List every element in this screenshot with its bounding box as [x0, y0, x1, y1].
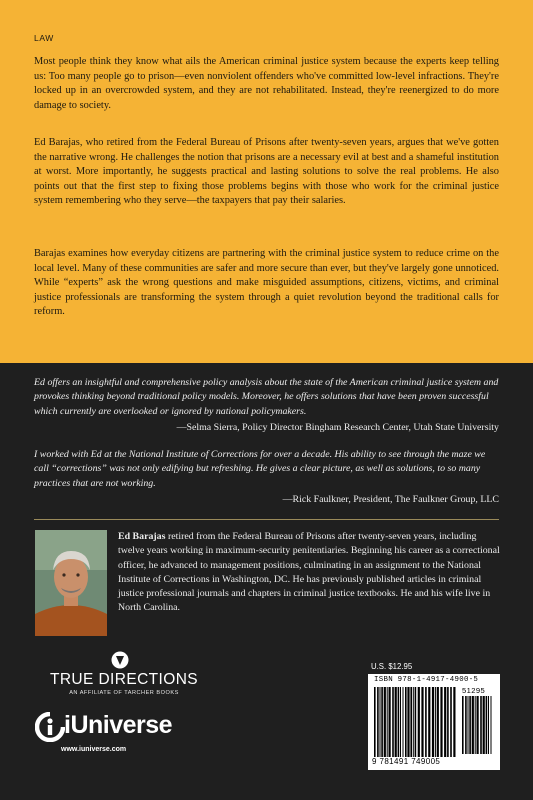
barcode-digits: 9 781491 749005	[372, 757, 441, 766]
barcode-bar	[465, 696, 467, 754]
endorsement-attribution-1: —Selma Sierra, Policy Director Bingham Research Center, Utah State University	[176, 422, 499, 433]
barcode-bar	[392, 687, 394, 757]
barcode-bar	[418, 687, 420, 757]
publisher-name: iUniverse	[64, 711, 173, 739]
barcode-bar	[462, 696, 464, 754]
barcode-bar	[425, 687, 427, 757]
barcode-bar	[403, 687, 404, 757]
barcode-bar	[410, 687, 412, 757]
barcode-bar	[475, 696, 476, 754]
barcode-bar	[389, 687, 391, 757]
barcode-bar	[432, 687, 434, 757]
barcode-bar	[395, 687, 397, 757]
author-bio	[118, 530, 500, 616]
iuniverse-logo	[35, 710, 213, 764]
barcode-bar	[447, 687, 449, 757]
barcode-bar	[415, 687, 417, 757]
barcode-bar	[444, 687, 446, 757]
endorsement-quote-1: Ed offers an insightful and comprehensive policy analysis about the state of the American criminal justice system and provokes thinking beyond traditional policy models. Moreover, he offers solutions that have been proven successful which currently are overlooked or ignored by national policymakers.	[34, 377, 499, 417]
barcode-bar	[384, 687, 386, 757]
barcode-bar	[469, 696, 471, 754]
barcode-bar	[380, 687, 381, 757]
barcode-bar	[377, 687, 379, 757]
barcode-bar	[400, 687, 401, 757]
description-panel	[0, 0, 533, 363]
publisher-url: www.iuniverse.com	[61, 746, 127, 753]
barcode-bar	[421, 687, 423, 757]
barcode-bar	[450, 687, 452, 757]
barcode-bar	[428, 687, 430, 757]
barcode-bar	[413, 687, 414, 757]
barcode-bar	[491, 696, 492, 754]
section-divider	[34, 519, 499, 520]
barcode-bar	[440, 687, 442, 757]
barcode-bar	[387, 687, 388, 757]
addon-bars	[462, 696, 494, 754]
endorsement-quote-2: I worked with Ed at the National Institute of Corrections for over a decade. His ability to see through the maze we call “corrections” was not only edifying but refreshing. He gives a clear picture, as well as solutions, to so many practices that are not working.	[34, 449, 486, 489]
barcode-bar	[374, 687, 376, 757]
barcode-bar	[381, 687, 383, 757]
imprint-tagline: AN AFFILIATE OF TARCHER BOOKS	[69, 690, 179, 696]
description-paragraph-1: Most people think they know what ails the American criminal justice system because the experts keep telling us: Too many people go to prison—even nonviolent offenders who've committed low-level infractions. They're locked up in an overcrowded system, and they are not rehabilitated. Instead, they're reenergized to do more damage to society.	[34, 56, 499, 111]
price-label: U.S. $12.95	[371, 662, 413, 671]
compass-arrow-icon	[111, 651, 129, 669]
barcode-bar	[435, 687, 436, 757]
endorsement-attribution-2: —Rick Faulkner, President, The Faulkner Group, LLC	[282, 494, 499, 505]
true-directions-logo	[35, 651, 213, 695]
barcode-bar	[468, 696, 469, 754]
iuniverse-swirl-icon	[35, 712, 65, 742]
barcode-bar	[398, 687, 400, 757]
author-bio-text: retired from the Federal Bureau of Prisons after twenty-seven years, including twelve years working in maximum-security penitentiaries. Beginning his career as a correctional officer, he advanced to management positions, culminating in an assignment to the National Institute of Corrections in Washington, DC. He has previously published articles in criminal justice professional journals and chapters in criminal justice textbooks. He and his wife live in North Carolina.	[118, 531, 500, 614]
isbn-label: ISBN 978-1-4917-4900-5	[374, 676, 479, 684]
barcode-bar	[477, 696, 479, 754]
category-label: LAW	[34, 33, 54, 43]
barcode-addon-digits: 51295	[462, 686, 486, 695]
barcode-bar	[437, 687, 439, 757]
description-paragraph-2: Ed Barajas, who retired from the Federal Bureau of Prisons after twenty-seven years, argues that we've gotten the narrative wrong. He challenges the notion that prisons are a necessary evil at best and a shameful institution at worst. More importantly, he suggests practical and lasting solutions to solve the real problems. He also points out that the first step to fixing those problems begins with those who work for the criminal justice system remembering who they serve—the taxpayers that pay their salaries.	[34, 137, 499, 207]
barcode-bar	[488, 696, 489, 754]
barcode-bar	[407, 687, 409, 757]
author-photo	[35, 530, 107, 636]
imprint-name: TRUE DIRECTIONS	[49, 671, 199, 688]
description-paragraph-3: Barajas examines how everyday citizens are partnering with the criminal justice system to reduce crime on the local level. Many of these communities are safer and more secure than ever, but they've largely gone unnoticed. While “experts” ask the wrong questions and make misguided assumptions, citizens, victims, and criminal justice professionals are transforming the system through a quiet revolution beyond the traditional calls for reform.	[34, 248, 499, 318]
barcode-bar	[483, 696, 485, 754]
isbn-barcode	[368, 674, 500, 770]
endorsement-panel	[0, 363, 533, 800]
barcode-bar	[480, 696, 482, 754]
barcode-bar	[405, 687, 407, 757]
author-name: Ed Barajas	[118, 531, 166, 542]
barcode-bar	[472, 696, 474, 754]
ean13-bars	[374, 687, 458, 757]
barcode-bar	[486, 696, 488, 754]
barcode-bar	[453, 687, 455, 757]
